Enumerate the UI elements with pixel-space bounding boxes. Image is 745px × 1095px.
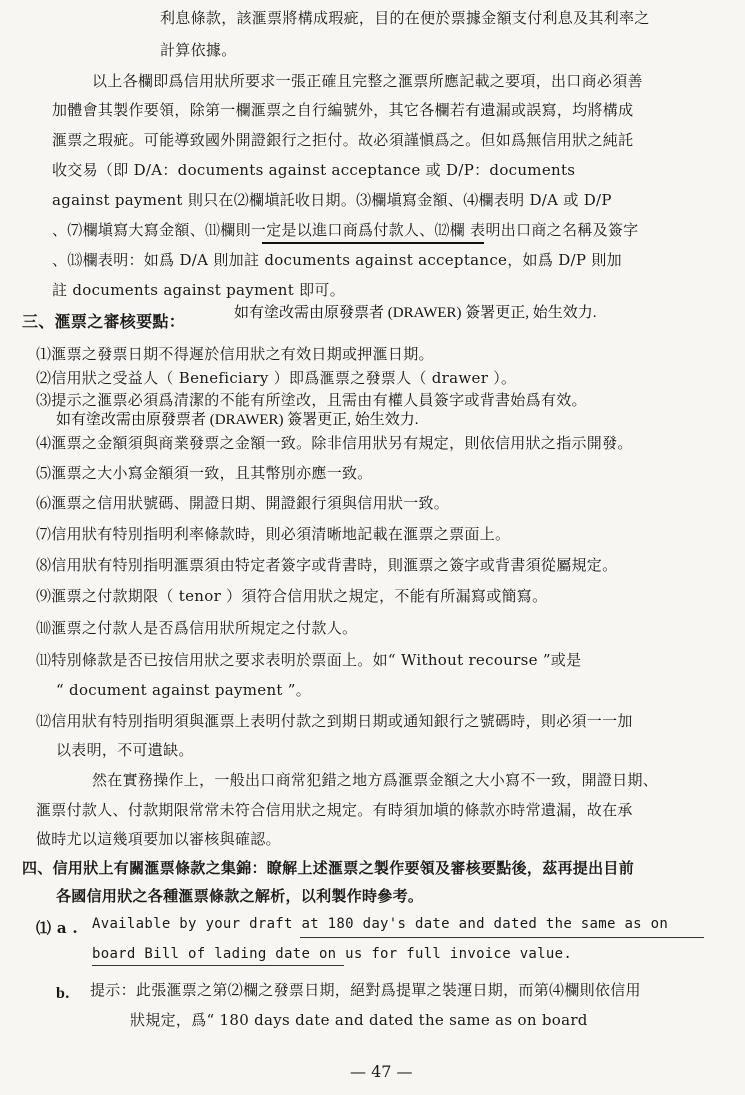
blue-underline — [92, 965, 344, 966]
text-line: 滙票付款人、付款期限常常未符合信用狀之規定。有時須加塡的條款亦時常遺漏，故在承 — [36, 801, 633, 819]
list-item: ⑴滙票之發票日期不得遲於信用狀之有效日期或押滙日期。 — [36, 345, 434, 363]
text-line: 註 documents against payment 即可。 — [52, 281, 346, 299]
text-line: 各國信用狀之各種滙票條款之解析，以利製作時參考。 — [56, 887, 424, 905]
handwritten-underline — [262, 242, 484, 244]
page-number: — 47 — — [350, 1062, 413, 1081]
list-item: ⑺信用狀有特別指明利率條款時，則必須清晰地記載在滙票之票面上。 — [36, 525, 511, 543]
list-item: 以表明，不可遺缺。 — [56, 741, 194, 759]
section-heading: 三、滙票之審核要點： — [22, 312, 186, 331]
list-item: ⑹滙票之信用狀號碼、開證日期、開證銀行須與信用狀一致。 — [36, 494, 450, 512]
text-line: 提示：此張滙票之第⑵欄之發票日期，絕對爲提單之裝運日期，而第⑷欄則依信用 — [90, 981, 641, 999]
list-item: ⑻信用狀有特別指明滙票須由特定者簽字或背書時，則滙票之簽字或背書須從屬規定。 — [36, 556, 618, 574]
blue-underline — [300, 937, 704, 938]
list-item: ⑼滙票之付款期限（ tenor ）須符合信用狀之規定，不能有所漏寫或簡寫。 — [36, 587, 548, 605]
list-item: ⑷滙票之金額須與商業發票之金額一致。除非信用狀另有規定，則依信用狀之指示開發。 — [36, 434, 633, 452]
text-line: 收交易（即 D/A：documents against acceptance 或 D/P：documents — [52, 161, 576, 179]
text-line: 狀規定，爲“ 180 days date and dated the same as on board — [130, 1011, 588, 1029]
text-line: 滙票之瑕疵。可能導致國外開證銀行之拒付。故必須謹愼爲之。但如爲無信用狀之純託 — [52, 131, 634, 149]
list-item: ⑽滙票之付款人是否爲信用狀所規定之付款人。 — [36, 619, 358, 637]
text-line: 然在實務操作上，一般出口商常犯錯之地方爲滙票金額之大小寫不一致，開證日期、 — [92, 771, 659, 789]
typed-annotation: 如有塗改需由原發票者 (DRAWER) 簽署更正, 始生效力. — [56, 412, 419, 428]
text-line: against payment 則只在⑵欄塡託收日期。⑶欄塡寫金額、⑷欄表明 D/A 或 D/P — [52, 191, 612, 209]
list-item: ⑵信用狀之受益人（ Beneficiary ）即爲滙票之發票人（ drawer ）。 — [36, 369, 517, 387]
text-line: 、⒀欄表明：如爲 D/A 則加註 documents against acceptance，如爲 D/P 則加 — [52, 251, 622, 269]
text-line: 計算依據。 — [160, 41, 237, 59]
text-line: 做時尤以這幾項要加以審核與確認。 — [36, 830, 281, 848]
text-line: 加體會其製作要領，除第一欄滙票之自行編號外，其它各欄若有遺漏或誤寫，均將構成 — [52, 101, 634, 119]
list-item: “ document against payment ”。 — [56, 681, 312, 699]
list-item: ⑸滙票之大小寫金額須一致，且其幣別亦應一致。 — [36, 464, 373, 482]
clause-line: Available by your draft at 180 day's date and dated the same as on — [92, 916, 669, 932]
list-item: ⑶提示之滙票必須爲清潔的不能有所塗改，且需由有權人員簽字或背書始爲有效。 — [36, 391, 587, 409]
list-item: ⑿信用狀有特別指明須與滙票上表明付款之到期日期或通知銀行之號碼時，則必須一一加 — [36, 712, 633, 730]
list-item: ⑾特別條款是否已按信用狀之要求表明於票面上。如“ Without recourse ”或是 — [36, 651, 582, 669]
typed-annotation: 如有塗改需由原發票者 (DRAWER) 簽署更正, 始生效力. — [234, 305, 597, 321]
text-line: 、⑺欄塡寫大寫金額、⑾欄則一定是以進口商爲付款人、⑿欄 表明出口商之名稱及簽字 — [52, 221, 639, 239]
item-label: ⑴ a . — [36, 919, 78, 937]
section-heading: 四、信用狀上有關滙票條款之集錦：瞭解上述滙票之製作要領及審核要點後，茲再提出目前 — [22, 859, 635, 877]
text-line: 以上各欄即爲信用狀所要求一張正確且完整之滙票所應記載之要項，出口商必須善 — [92, 72, 643, 90]
clause-line: board Bill of lading date on us for full invoice value. — [92, 946, 573, 962]
item-label: b. — [56, 985, 70, 1002]
text-line: 利息條款，該滙票將構成瑕疵，目的在便於票據金額支付利息及其利率之 — [160, 9, 650, 27]
